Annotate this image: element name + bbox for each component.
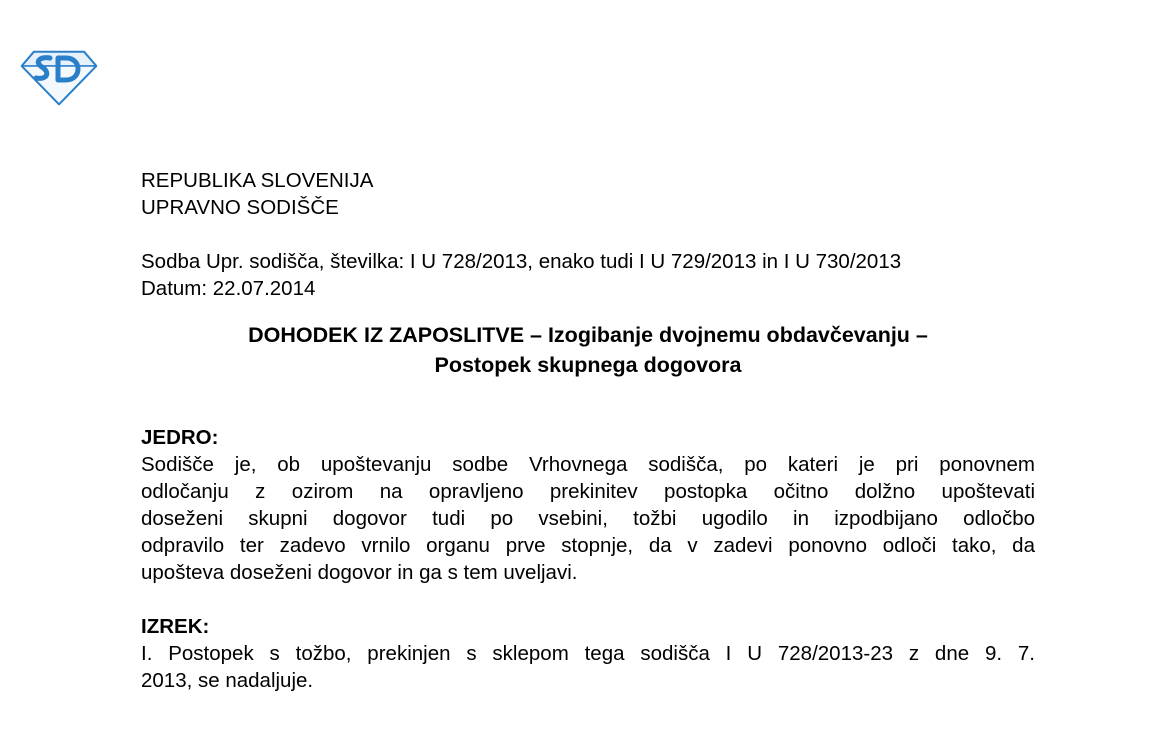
case-reference: Sodba Upr. sodišča, številka: I U 728/2013, enako tudi I U 729/2013 in I U 730/2013 [141, 250, 902, 273]
izrek-heading: IZREK: [141, 615, 210, 638]
jedro-line: odpravilo ter zadevo vrnilo organu prve stopnje, da v zadevi ponovno odloči tako, da [141, 534, 1035, 557]
document-body [141, 167, 1035, 694]
jedro-line: odločanju z ozirom na opravljeno prekinitev postopka očitno dolžno upoštevati [141, 480, 1035, 503]
jedro-line: upošteva doseženi dogovor in ga s tem uveljavi. [141, 561, 578, 584]
jedro-line: Sodišče je, ob upoštevanju sodbe Vrhovnega sodišča, po kateri je pri ponovnem [141, 453, 1035, 476]
jedro-line: doseženi skupni dogovor tudi po vsebini, tožbi ugodilo in izpodbijano odločbo [141, 507, 1035, 530]
izrek-paragraph [141, 640, 1035, 694]
izrek-line: 2013, se nadaljuje. [141, 669, 314, 692]
header-country: REPUBLIKA SLOVENIJA [141, 169, 374, 192]
document-title-line-2: Postopek skupnega dogovora [434, 353, 742, 377]
izrek-line: I. Postopek s tožbo, prekinjen s sklepom tega sodišča I U 728/2013-23 z dne 9. 7. [141, 642, 1035, 665]
header-court: UPRAVNO SODIŠČE [141, 196, 339, 219]
jedro-paragraph [141, 451, 1035, 586]
case-date: Datum: 22.07.2014 [141, 277, 316, 300]
jedro-heading: JEDRO: [141, 426, 219, 449]
sd-diamond-logo-icon [20, 48, 98, 106]
document-title-line-1: DOHODEK IZ ZAPOSLITVE – Izogibanje dvojnemu obdavčevanju – [248, 323, 928, 347]
